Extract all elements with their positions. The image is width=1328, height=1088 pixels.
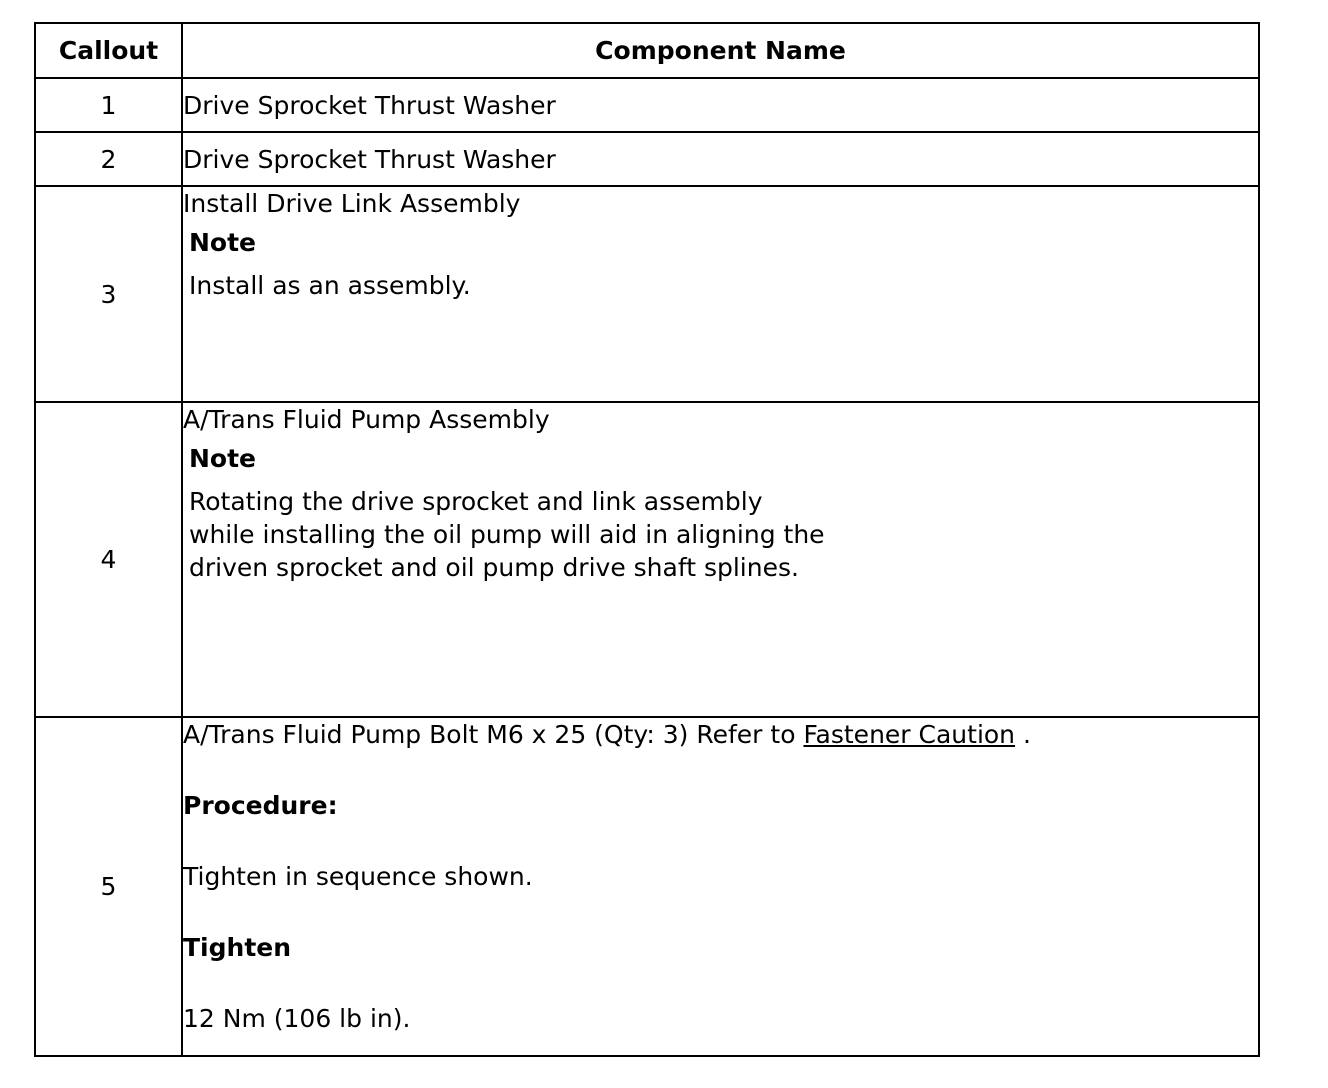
component-name-column-header: Component Name <box>182 23 1259 78</box>
note-title: Note <box>189 228 257 257</box>
table-header-row <box>35 23 1259 78</box>
table-row <box>35 186 1259 402</box>
callout-number: 3 <box>35 186 182 402</box>
component-name <box>183 718 1258 751</box>
callout-number: 5 <box>35 717 182 1056</box>
component-table <box>34 22 1260 1057</box>
note-title: Note <box>189 444 257 473</box>
note-text: Install as an assembly. <box>189 271 471 300</box>
spacer <box>183 751 1258 789</box>
table-row <box>35 78 1259 132</box>
procedure-text: Tighten in sequence shown. <box>183 862 533 891</box>
component-cell <box>182 717 1259 1056</box>
torque-spec: 12 Nm (106 lb in). <box>183 1004 411 1033</box>
spacer <box>183 822 1258 860</box>
component-name: A/Trans Fluid Pump Assembly <box>183 405 550 434</box>
note-text: Rotating the drive sprocket and link assembly while installing the oil pump will aid in aligning the driven sprocket and oil pump drive shaft splines. <box>189 487 825 582</box>
table-row <box>35 402 1259 717</box>
component-name-suffix: . <box>1015 720 1031 749</box>
callout-column-header: Callout <box>35 23 182 78</box>
tighten-label: Tighten <box>183 933 292 962</box>
spacer <box>183 964 1258 1002</box>
table-row <box>35 717 1259 1056</box>
component-cell <box>182 186 1259 402</box>
spacer <box>183 893 1258 931</box>
component-cell <box>182 402 1259 717</box>
fastener-caution-link[interactable]: Fastener Caution <box>803 720 1016 749</box>
callout-number: 4 <box>35 402 182 717</box>
component-name-prefix: A/Trans Fluid Pump Bolt M6 x 25 (Qty: 3) Refer to <box>183 720 804 749</box>
component-name: Drive Sprocket Thrust Washer <box>182 78 1259 132</box>
component-name: Install Drive Link Assembly <box>183 189 521 218</box>
procedure-label: Procedure: <box>183 791 338 820</box>
callout-number: 2 <box>35 132 182 186</box>
callout-number: 1 <box>35 78 182 132</box>
table-row <box>35 132 1259 186</box>
component-name: Drive Sprocket Thrust Washer <box>182 132 1259 186</box>
